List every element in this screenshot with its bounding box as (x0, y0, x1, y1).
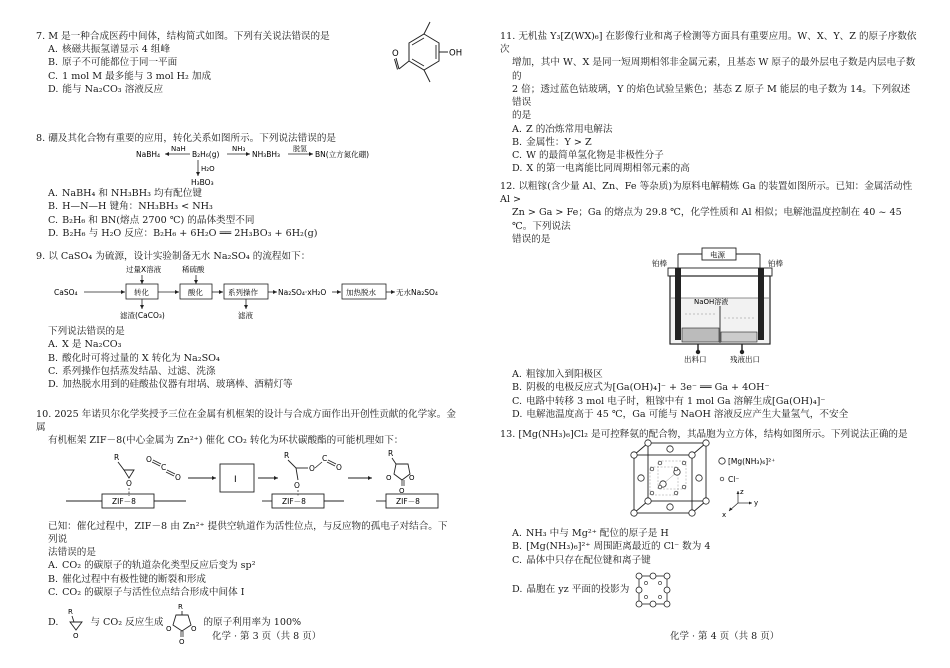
svg-text:z: z (740, 488, 744, 497)
svg-text:R: R (284, 450, 290, 460)
svg-text:C: C (161, 462, 167, 472)
option-d: D. 加热脱水用到的硅酸盐仪器有坩埚、玻璃棒、酒精灯等 (48, 379, 293, 391)
svg-text:出料口: 出料口 (684, 355, 707, 365)
option-a: A. 核磁共振氢谱显示 4 组峰 (48, 44, 171, 56)
svg-text:电源: 电源 (710, 250, 725, 260)
svg-text:Na₂SO₄·xH₂O: Na₂SO₄·xH₂O (278, 288, 327, 298)
question-8-stem: 8. 硼及其化合物有重要的应用，转化关系如图所示。下列说法错误的是 (36, 133, 337, 144)
option-b: B. [Mg(NH₃)₆]²⁺ 周围距离最近的 Cl⁻ 数为 4 (512, 541, 711, 553)
question-11-stem: 11. 无机盐 Y₃[Z(WX)₆] 在影像行业和离子检测等方面具有重要应用。W、X、Y、Z 的原子序数依次 (500, 31, 917, 56)
svg-text:B₂H₆(g): B₂H₆(g) (192, 150, 220, 160)
svg-text:过量X溶液: 过量X溶液 (126, 265, 162, 275)
option-a: A. NaBH₄ 和 NH₃BH₃ 均有配位键 (48, 188, 202, 200)
option-b: B. 金属性：Y > Z (512, 136, 592, 148)
question-7 (36, 30, 463, 132)
option-b: B. 原子不可能都位于同一平面 (48, 57, 178, 69)
svg-text:铂棒: 铂棒 (768, 259, 783, 269)
svg-text:O: O (175, 472, 181, 482)
option-d: D. 能与 Na₂CO₃ 溶液反应 (48, 83, 164, 95)
electrolysis-apparatus-diagram (650, 246, 790, 364)
option-b: B. 阴极的电极反应式为[Ga(OH)₄]⁻ + 3e⁻ ══ Ga + 4OH⁻ (512, 382, 770, 394)
svg-text:O: O (178, 638, 185, 647)
svg-text:NH₃BH₃: NH₃BH₃ (252, 150, 281, 160)
svg-text:系列操作: 系列操作 (228, 288, 258, 298)
svg-text:O: O (165, 625, 172, 634)
svg-text:NH₃: NH₃ (232, 145, 246, 154)
question-12-stem: 12. 以粗镓(含少量 Al、Zn、Fe 等杂质)为原料电解精炼 Ga 的装置如图所示。已知：金属活动性 Al > (500, 181, 913, 206)
svg-text:残液出口: 残液出口 (730, 355, 760, 365)
svg-text:滤液: 滤液 (238, 311, 253, 321)
svg-text:无水Na₂SO₄: 无水Na₂SO₄ (396, 288, 438, 298)
question-number: 7. (36, 31, 46, 42)
svg-text:脱氢: 脱氢 (293, 145, 307, 154)
svg-text:O: O (294, 480, 300, 490)
svg-text:O: O (73, 632, 79, 641)
option-c: C. 晶体中只存在配位键和离子键 (512, 554, 651, 566)
boron-conversion-scheme (136, 145, 396, 187)
svg-text:R: R (68, 608, 74, 617)
svg-text:O: O (336, 462, 342, 472)
svg-text:O: O (190, 625, 197, 634)
question-number: 12. (500, 181, 516, 192)
option-a: A. NH₃ 中与 Mg²⁺ 配位的原子是 H (512, 528, 669, 540)
question-11: 11. 无机盐 Y₃[Z(WX)₆] 在影像行业和离子检测等方面具有重要应用。W、X、Y、Z 的原子序数依次 增加，其中 W、X 是同一短周期相邻非金属元素，且基态 W 原子的最外层电子数是内层电子数的 2 倍；透过蓝色钴玻璃，Y 的焰色试验呈紫色；基态 Z 原子 M 能层的电子数为 14。下列叙述错误 的是 A. Z 的冶炼常用电解法 B. 金属性：Y > Z C. W 的最简单氢化物是非极性分子 D. X 的第一电离能比同周期相邻元素的高 (500, 31, 917, 175)
option-b: B. H—N—H 键角：NH₃BH₃ < NH₃ (48, 201, 213, 213)
svg-text:NaBH₄: NaBH₄ (136, 150, 160, 160)
svg-text:y: y (754, 499, 759, 508)
question-number: 9. (36, 251, 46, 262)
svg-text:I: I (234, 474, 237, 485)
option-a: A. 粗镓加入到阳极区 (512, 369, 603, 381)
svg-text:滤渣(CaCO₃): 滤渣(CaCO₃) (120, 311, 165, 321)
question-number: 11. (500, 31, 516, 42)
chloride-markers (650, 461, 686, 495)
svg-text:O: O (309, 463, 315, 473)
svg-text:ZIF－8: ZIF－8 (282, 496, 306, 506)
svg-text:CaSO₄: CaSO₄ (54, 288, 78, 298)
question-8 (36, 132, 456, 250)
option-a: A. X 是 Na₂CO₃ (48, 339, 122, 351)
oh-label: OH (449, 48, 463, 59)
epoxide-structure-icon (62, 606, 90, 640)
question-number: 8. (36, 133, 46, 144)
svg-text:稀硫酸: 稀硫酸 (182, 265, 205, 275)
svg-text:加热脱水: 加热脱水 (346, 288, 376, 298)
question-number: 13. (500, 429, 516, 440)
svg-text:R: R (177, 603, 183, 612)
svg-text:O: O (146, 454, 152, 464)
cyclic-carbonate-structure-icon (164, 601, 204, 645)
svg-text:O: O (409, 473, 415, 482)
svg-text:铂棒: 铂棒 (652, 259, 667, 269)
svg-text:酸化: 酸化 (188, 288, 203, 298)
option-d: D. X 的第一电离能比同周期相邻元素的高 (512, 163, 690, 175)
option-d: D. 晶胞在 yz 平面的投影为 (500, 573, 918, 607)
option-c: C. B₂H₆ 和 BN(熔点 2700 ℃) 的晶体类型不同 (48, 214, 255, 226)
structure-m-diagram (384, 16, 464, 88)
crystal-cell-diagram (610, 441, 860, 521)
question-7-stem: 7. M 是一种合成医药中间体，结构简式如图。下列有关说法错误的是 (36, 31, 330, 42)
option-c: C. 电路中转移 3 mol 电子时，粗镓中有 1 mol Ga 溶解生成[Ga(OH)₄]⁻ (512, 395, 826, 407)
svg-text:ZIF－8: ZIF－8 (112, 496, 136, 506)
svg-text:x: x (722, 511, 727, 520)
question-13-stem: 13. [Mg(NH₃)₆]Cl₂ 是可控释氨的配合物，其晶胞为立方体，结构如图所示。下列说法正确的是 (500, 429, 908, 440)
option-b: B. 催化过程中有极性键的断裂和形成 (48, 573, 207, 585)
svg-text:转化: 转化 (134, 288, 149, 298)
process-flow-diagram (54, 263, 438, 321)
svg-text:O: O (386, 473, 392, 482)
option-c: C. 1 mol M 最多能与 3 mol H₂ 加成 (48, 70, 212, 82)
page-footer-right: 化学 · 第 4 页（共 8 页） (670, 631, 780, 642)
svg-text:BN(立方氮化硼): BN(立方氮化硼) (315, 150, 370, 160)
svg-text:NaH: NaH (171, 145, 186, 154)
page-footer-left: 化学 · 第 3 页（共 8 页） (212, 631, 322, 642)
option-c: C. 系列操作包括蒸发结晶、过滤、洗涤 (48, 365, 216, 377)
option-b: B. 酸化时可将过量的 X 转化为 Na₂SO₄ (48, 352, 220, 364)
option-a: A. Z 的冶炼常用电解法 (512, 123, 613, 135)
option-d: D. B₂H₆ 与 H₂O 反应：B₂H₆ + 6H₂O ══ 2H₃BO₃ + 6H₂(g) (48, 227, 318, 239)
zif8-mechanism-diagram (66, 448, 446, 518)
svg-text:ZIF－8: ZIF－8 (396, 496, 420, 506)
svg-text:NaOH溶液: NaOH溶液 (694, 298, 729, 307)
question-13 (500, 428, 918, 628)
svg-text:H₃BO₃: H₃BO₃ (191, 178, 214, 188)
right-page (500, 30, 918, 628)
yz-projection-diagram (633, 573, 673, 607)
question-9-intro: 下列说法错误的是 (48, 326, 125, 338)
svg-text:R: R (114, 452, 120, 462)
svg-text:O: O (399, 486, 405, 495)
question-9 (36, 250, 456, 408)
option-c: C. W 的最简单氢化物是非极性分子 (512, 150, 664, 162)
question-number: 10. (36, 409, 52, 420)
svg-text:C: C (322, 453, 328, 463)
option-c: C. CO₂ 的碳原子与活性位点结合形成中间体 I (48, 586, 245, 598)
question-12: 12. 以粗镓(含少量 Al、Zn、Fe 等杂质)为原料电解精炼 Ga 的装置如图所示。已知：金属活动性 Al > Zn > Ga > Fe；Ga 的熔点为 29.8 ℃，化学性质和 Al 相似；电解池温度控制在 40 ~ 45 ℃。下列说法 错误的是 电源 铂棒 铂棒 NaOH溶液 出料口 残液出口 A. 粗镓加入到阳极区 B. 阴极的电极反应式为[Ga(OH)₄]⁻ + 3e⁻ ══ Ga + 4OH⁻ C. 电路中转移 3 mol 电子时，粗镓中有 1 mol Ga 溶解生成[Ga(OH)₄]⁻ D. 电解池温度高于 45 ℃，Ga 可能与 NaOH 溶液反应产生大量氢气，不安全 (500, 180, 918, 428)
legend-complex: [Mg(NH₃)₆]²⁺ (728, 457, 776, 467)
question-10: 10. 2025 年诺贝尔化学奖授予三位在金属有机框架的设计与合成方面作出开创性贡献的化学家。金属 有机框架 ZIF－8(中心金属为 Zn²⁺) 催化 CO₂ 转化为环状碳酸酯的可能机理如下： R O O C O ZIF－8 I R O C O O ZIF－8 R O O O ZIF－8 已知：催化过程中，ZIF－8 由 Zn²⁺ 提供空轨道作为活性位点，与反应物的孤电子对结合。下列说 法错误的是 A. CO₂ 的碳原子的轨道杂化类型反应后变为 sp² B. 催化过程中有极性键的断裂和形成 C. CO₂ 的碳原子与活性位点结合形成中间体 I D. R O 与 CO₂ 反应生成 R O O O 的原子利用率为 100% (36, 409, 456, 647)
question-9-stem: 9. 以 CaSO₄ 为硫源，设计实验制备无水 Na₂SO₄ 的流程如下： (36, 251, 311, 262)
option-d: D. 电解池温度高于 45 ℃，Ga 可能与 NaOH 溶液反应产生大量氢气，不安全 (512, 408, 849, 420)
svg-text:H₂O: H₂O (201, 165, 215, 174)
o-label: O (392, 49, 399, 59)
legend-chloride: Cl⁻ (728, 475, 740, 485)
option-d: D. R O 与 CO₂ 反应生成 R O O O 的原子利用率为 100% (48, 603, 302, 647)
option-a: A. CO₂ 的碳原子的轨道杂化类型反应后变为 sp² (48, 560, 256, 572)
svg-text:O: O (126, 478, 132, 488)
svg-text:R: R (388, 448, 394, 458)
question-10-stem: 10. 2025 年诺贝尔化学奖授予三位在金属有机框架的设计与合成方面作出开创性贡献的化学家。金属 (36, 409, 456, 434)
